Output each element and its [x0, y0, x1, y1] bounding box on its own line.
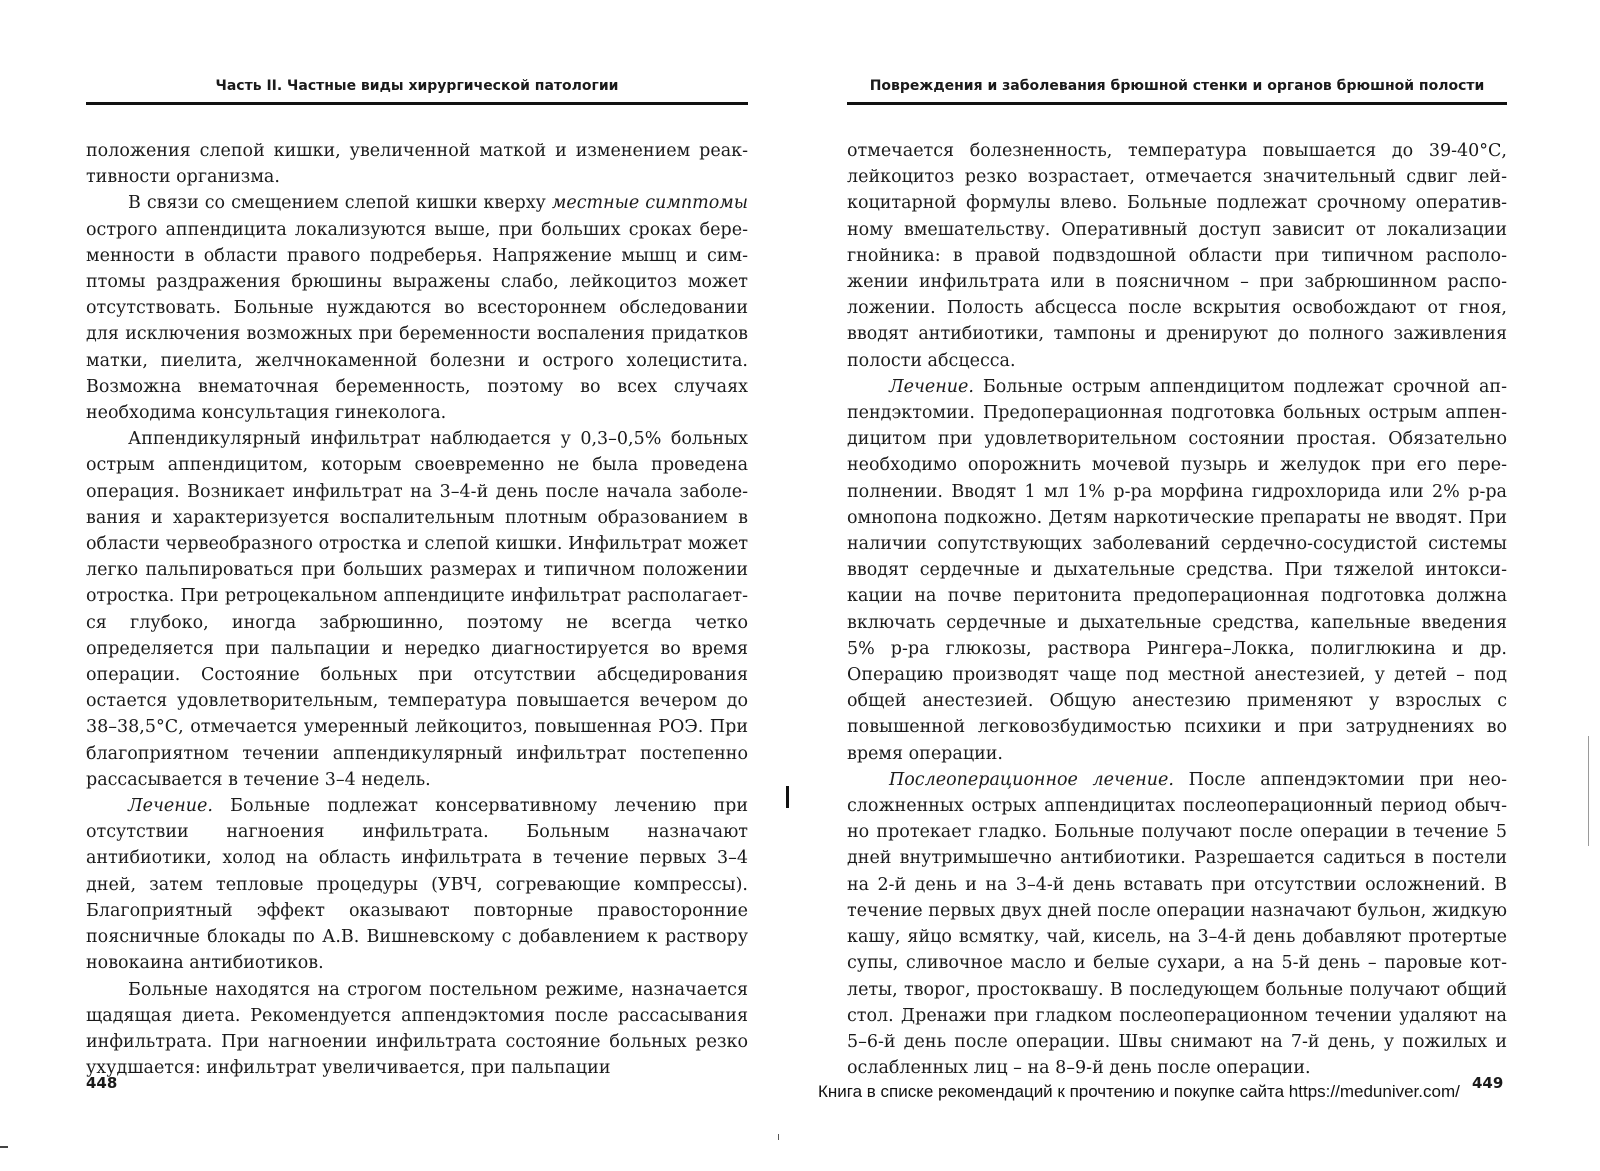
- right-page-number: 449: [1472, 1074, 1504, 1092]
- italic-term: Послеоперационное лечение.: [889, 769, 1174, 790]
- right-body-text: [847, 138, 1507, 1081]
- left-page-number: 448: [86, 1074, 118, 1092]
- left-paragraph-5: Больные находятся на строгом постельном режиме, назначается щадящая диета. Рекомендуется аппендэктомия после рассасывания инфильтрата. При нагноении инфильтрата состояние больных резко ухудшается: инфильтрат увеличивается, при пальпации: [86, 979, 748, 1079]
- left-header-rule: [86, 102, 748, 105]
- right-header-rule: [847, 102, 1507, 105]
- scan-edge-tick: [0, 1146, 8, 1148]
- italic-term: Лечение.: [889, 376, 974, 397]
- left-paragraph-4: Лечение. Больные подлежат консервативному лечению при отсутствии нагноения инфильтрата. Больным назначают антибиотики, холод на область инфильтрата в течение первых 3–4 дней, затем тепловые процедуры (УВЧ, согревающие компрессы). Благоприятный эффект оказывают повторные правосторонние поясничные блокады по А.В. Вишневскому с добавлением к раствору новокаина антибиотиков.: [86, 796, 748, 974]
- left-body-text: [86, 138, 748, 1081]
- right-running-head: Повреждения и заболевания брюшной стенки и органов брюшной полости: [869, 78, 1485, 94]
- website-watermark: Книга в списке рекомендаций к прочтению и покупке сайта https://meduniver.com/: [818, 1082, 1460, 1101]
- left-paragraph-1: положения слепой кишки, увеличенной маткой и изменением реактивности организма.: [86, 141, 748, 188]
- right-page: [800, 0, 1600, 1171]
- gutter-mark: [786, 786, 789, 808]
- left-running-head: Часть II. Частные виды хирургической патологии: [215, 78, 619, 94]
- left-paragraph-2: В связи со смещением слепой кишки кверху местные симптомы острого аппендицита локализуются выше, при больших сроках беременности в области правого подреберья. Напряжение мышц и симптомы раздражения брюшины выражены слабо, лейкоцитоз может отсутствовать. Больные нуждаются во всестороннем обследовании для исключения возможных при беременности воспаления придатков матки, пиелита, желчнокаменной болезни и острого холецистита. Возможна внематочная беременность, поэтому во всех случаях необходима консультация гинеколога.: [86, 193, 748, 424]
- italic-term: Лечение.: [128, 796, 213, 817]
- italic-term: местные симптомы: [551, 193, 748, 214]
- right-paragraph-1: отмечается болезненность, температура повышается до 39-40°С, лейкоцитоз резко возрастает, отмечается значительный сдвиг лейкоцитарной формулы влево. Больные подлежат срочному оперативному вмешательству. Оперативный доступ зависит от локализации гнойника: в правой подвздошной области при типичном расположении инфильтрата или в поясничном – при забрюшинном расположении. Полость абсцесса после вскрытия освобождают от гноя, вводят антибиотики, тампоны и дренируют до полного заживления полости абсцесса.: [847, 141, 1507, 371]
- scan-edge-line: [1588, 736, 1589, 846]
- scan-artifact: [778, 1134, 783, 1140]
- right-paragraph-2: Лечение. Больные острым аппендицитом подлежат срочной аппендэктомии. Предоперационная подготовка больных острым аппендицитом при удовлетворительном состоянии простая. Обязательно необходимо опорожнить мочевой пузырь и желудок при его переполнении. Вводят 1 мл 1% р-ра морфина гидрохлорида или 2% р-ра омнопона подкожно. Детям наркотические препараты не вводят. При наличии сопутствующих заболеваний сердечно-сосудистой системы вводят сердечные и дыхательные средства. При тяжелой интоксикации на почве перитонита предоперационная подготовка должна включать сердечные и дыхательные средства, капельные введения 5% р-ра глюкозы, раствора Рингера–Локка, полиглюкина и др. Операцию производят чаще под местной анестезией, у детей – под общей анестезией. Общую анестезию применяют у взрослых с повышенной легковозбудимостью психики и при затруднениях во время операции.: [847, 376, 1507, 764]
- right-paragraph-3: Послеоперационное лечение. После аппендэктомии при неосложненных острых аппендицитах послеоперационный период обычно протекает гладко. Больные получают после операции в течение 5 дней внутримышечно антибиотики. Разрешается садиться в постели на 2-й день и на 3–4-й день вставать при отсутствии осложнений. В течение первых двух дней после операции назначают бульон, жидкую кашу, яйцо всмятку, чай, кисель, на 3–4-й день добавляют протертые супы, сливочное масло и белые сухари, а на 5-й день – паровые котлеты, творог, простоквашу. В последующем больные получают общий стол. Дренажи при гладком послеоперационном течении удаляют на 5–6-й день после операции. Швы снимают на 7-й день, у пожилых и ослабленных лиц – на 8–9-й день после операции.: [847, 769, 1507, 1079]
- left-paragraph-3: Аппендикулярный инфильтрат наблюдается у 0,3–0,5% больных острым аппендицитом, которым своевременно не была проведена операция. Возникает инфильтрат на 3–4-й день после начала заболевания и характеризуется воспалительным плотным образованием в области червеобразного отростка и слепой кишки. Инфильтрат может легко пальпироваться при больших размерах и типичном положении отростка. При ретроцекальном аппендиците инфильтрат располагается глубоко, иногда забрюшинно, поэтому не всегда четко определяется при пальпации и нередко диагностируется во время операции. Состояние больных при отсутствии абсцедирования остается удовлетворительным, температура повышается вечером до 38–38,5°С, отмечается умеренный лейкоцитоз, повышенная РОЭ. При благоприятном течении аппендикулярный инфильтрат постепенно рассасывается в течение 3–4 недель.: [86, 429, 748, 790]
